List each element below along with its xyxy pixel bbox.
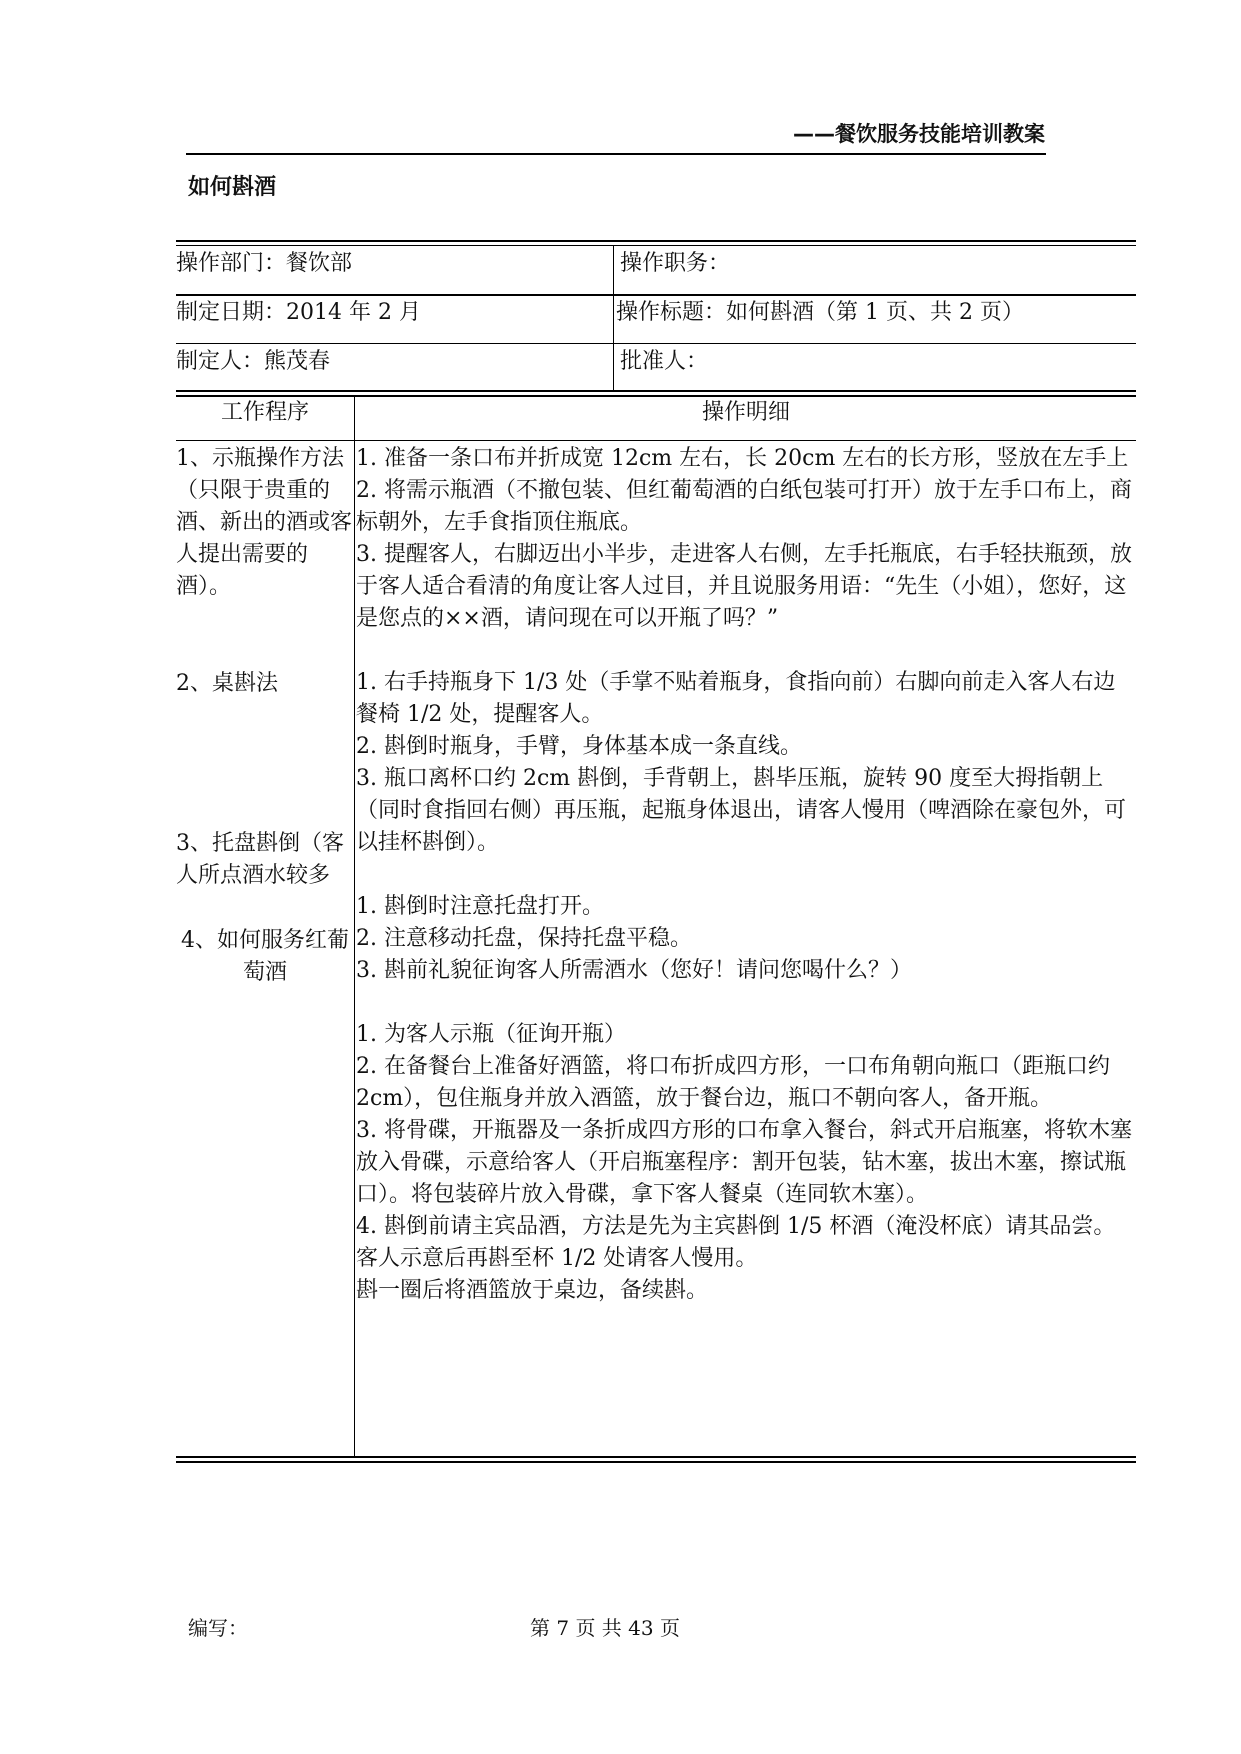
header-title: ——餐饮服务技能培训教案 [793, 122, 1045, 146]
detail-line: 斟一圈后将酒篮放于桌边，备续斟。 [356, 1278, 709, 1303]
detail-spacer [356, 987, 1136, 1019]
detail-line: 1. 右手持瓶身下 1/3 处（手掌不贴着瓶身，食指向前）右脚向前走入客人右边餐椅 1/2 处，提醒客人。 [356, 670, 1116, 727]
subject-cell: 操作标题：如何斟酒（第 1 页、共 2 页） [616, 300, 1024, 325]
body-column-divider [354, 396, 355, 1456]
author-cell: 制定人：熊茂春 [176, 349, 331, 374]
row-divider [176, 294, 1136, 296]
footer-page-info: 第 7 页 共 43 页 [530, 1616, 680, 1640]
detail-spacer [356, 635, 1136, 667]
details-column [356, 443, 1136, 1307]
row-divider [176, 343, 1136, 344]
procedure-column-header: 工作程序 [220, 400, 309, 425]
detail-line: 1. 斟倒时注意托盘打开。 [356, 894, 604, 919]
detail-line: 2. 在备餐台上准备好酒篮，将口布折成四方形，一口布角朝向瓶口（距瓶口约 2cm），包住瓶身并放入酒篮，放于餐台边，瓶口不朝向客人，备开瓶。 [356, 1054, 1110, 1111]
procedure-3: 3、托盘斟倒（客人所点酒水较多 [176, 831, 344, 888]
page-title: 如何斟酒 [188, 175, 277, 200]
table-top-rule-thin [176, 245, 1136, 246]
position-cell: 操作职务： [620, 251, 731, 276]
detail-line: 3. 提醒客人，右脚迈出小半步，走进客人右侧，左手托瓶底，右手轻扶瓶颈，放于客人适合看清的角度让客人过目，并且说服务用语：“先生（小姐），您好，这是您点的××酒，请问现在可以开瓶了吗？” [356, 542, 1132, 631]
table-top-rule [176, 240, 1136, 242]
table-bottom-rule-2 [176, 1461, 1136, 1463]
procedure-4: 4、如何服务红葡萄酒 [181, 928, 349, 985]
detail-line: 2. 将需示瓶酒（不撤包装、但红葡萄酒的白纸包装可打开）放于左手口布上，商标朝外，左手食指顶住瓶底。 [356, 478, 1132, 535]
approver-cell: 批准人： [620, 349, 709, 374]
procedure-2: 2、桌斟法 [176, 671, 278, 696]
detail-line: 4. 斟倒前请主宾品酒，方法是先为主宾斟倒 1/5 杯酒（淹没杯底）请其品尝。客人示意后再斟至杯 1/2 处请客人慢用。 [356, 1214, 1116, 1271]
detail-line: 1. 准备一条口布并折成宽 12cm 左右，长 20cm 左右的长方形，竖放在左手上 [356, 446, 1129, 471]
header-rule [186, 153, 1046, 155]
detail-line: 2. 斟倒时瓶身，手臂，身体基本成一条直线。 [356, 734, 802, 759]
detail-line: 3. 瓶口离杯口约 2cm 斟倒，手背朝上，斟毕压瓶，旋转 90 度至大拇指朝上（同时食指回右侧）再压瓶，起瓶身体退出，请客人慢用（啤酒除在豪包外，可以挂杯斟倒）。 [356, 766, 1127, 855]
department-cell: 操作部门：餐饮部 [176, 251, 353, 276]
detail-line: 1. 为客人示瓶（征询开瓶） [356, 1022, 626, 1047]
info-bottom-rule [176, 390, 1136, 392]
column-header-rule [176, 440, 1136, 441]
detail-line: 3. 斟前礼貌征询客人所需酒水（您好！请问您喝什么？） [356, 958, 912, 983]
table-bottom-rule [176, 1456, 1136, 1458]
procedure-1: 1、示瓶操作方法（只限于贵重的酒、新出的酒或客人提出需要的酒）。 [176, 446, 353, 599]
info-bottom-rule-2 [176, 395, 1136, 397]
detail-line: 3. 将骨碟，开瓶器及一条折成四方形的口布拿入餐台，斜式开启瓶塞，将软木塞放入骨碟，示意给客人（开启瓶塞程序：割开包装，钻木塞，拔出木塞，擦试瓶口）。将包装碎片放入骨碟，拿下客人餐桌（连同软木塞）。 [356, 1118, 1132, 1207]
footer-author-label: 编写： [188, 1616, 248, 1640]
detail-spacer [356, 859, 1136, 891]
details-column-header: 操作明细 [701, 400, 790, 425]
info-column-divider [613, 246, 614, 390]
date-cell: 制定日期：2014 年 2 月 [176, 300, 421, 325]
detail-line: 2. 注意移动托盘，保持托盘平稳。 [356, 926, 692, 951]
